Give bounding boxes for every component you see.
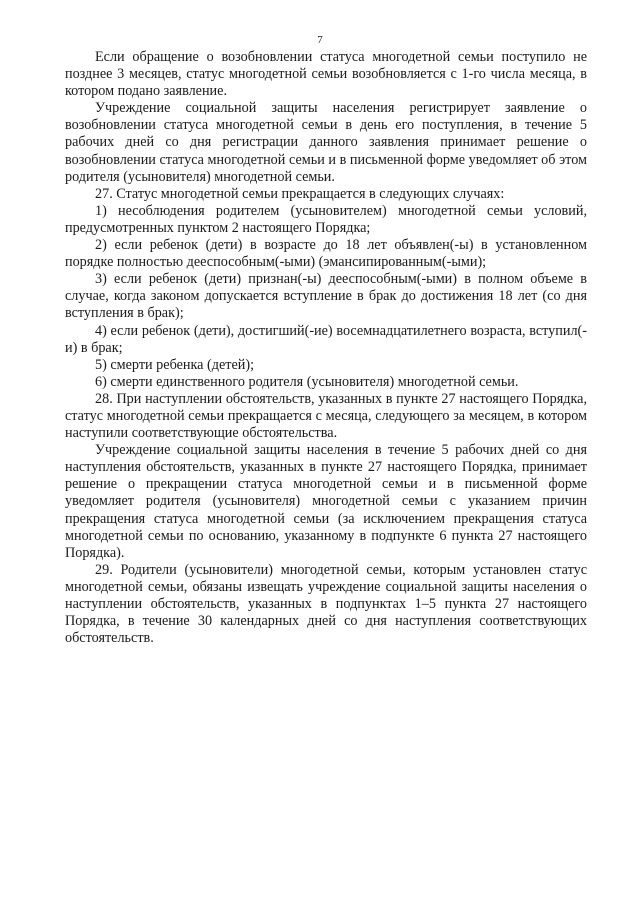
document-body <box>65 49 587 647</box>
list-item-27-1: 1) несоблюдения родителем (усыновителем) многодетной семьи условий, предусмотренных пунктом 2 настоящего Порядка; <box>65 202 587 236</box>
list-item-27-4: 4) если ребенок (дети), достигший(-ие) восемнадцатилетнего возраста, вступил(-и) в брак; <box>65 322 587 356</box>
paragraph-28-decision: Учреждение социальной защиты населения в течение 5 рабочих дней со дня наступления обстоятельств, указанных в пункте 27 настоящего Порядка, принимает решение о прекращении статуса многодетной семьи и в письменной форме уведомляет родителя (усыновителя) многодетной семьи с указанием причин прекращения статуса многодетной семьи (за исключением прекращения статуса многодетной семьи по основанию, указанному в подпункте 6 пункта 27 настоящего Порядка). <box>65 442 587 561</box>
paragraph-renewal-registration: Учреждение социальной защиты населения регистрирует заявление о возобновлении статуса многодетной семьи в день его поступления, в течение 5 рабочих дней со дня регистрации данного заявления принимает решение о возобновлении статуса многодетной семьи и в письменной форме уведомляет об этом родителя (усыновителя) многодетной семьи. <box>65 100 587 185</box>
paragraph-28: 28. При наступлении обстоятельств, указанных в пункте 27 настоящего Порядка, статус многодетной семьи прекращается с месяца, следующего за месяцем, в котором наступили соответствующие обстоятельства. <box>65 390 587 442</box>
list-item-27-5: 5) смерти ребенка (детей); <box>95 356 255 373</box>
list-item-27-3: 3) если ребенок (дети) признан(-ы) дееспособным(-ыми) в полном объеме в случае, когда законом допускается вступление в брак до достижения 18 лет (со дня вступления в брак); <box>65 271 587 322</box>
paragraph-renewal-deadline: Если обращение о возобновлении статуса многодетной семьи поступило не позднее 3 месяцев, статус многодетной семьи возобновляется с 1-го числа месяца, в котором подано заявление. <box>65 49 587 100</box>
page-number: 7 <box>317 34 323 46</box>
paragraph-29: 29. Родители (усыновители) многодетной семьи, которым установлен статус многодетной семьи, обязаны извещать учреждение социальной защиты населения о наступлении обстоятельств, указанных в подпунктах 1–5 пункта 27 настоящего Порядка, в течение 30 календарных дней со дня наступления соответствующих обстоятельств. <box>65 561 587 647</box>
list-item-27-6: 6) смерти единственного родителя (усыновителя) многодетной семьи. <box>95 373 519 390</box>
paragraph-27-heading: 27. Статус многодетной семьи прекращается в следующих случаях: <box>95 185 505 202</box>
list-item-27-2: 2) если ребенок (дети) в возрасте до 18 лет объявлен(-ы) в установленном порядке полностью дееспособным(-ыми) (эмансипированным(-ыми); <box>65 237 587 271</box>
